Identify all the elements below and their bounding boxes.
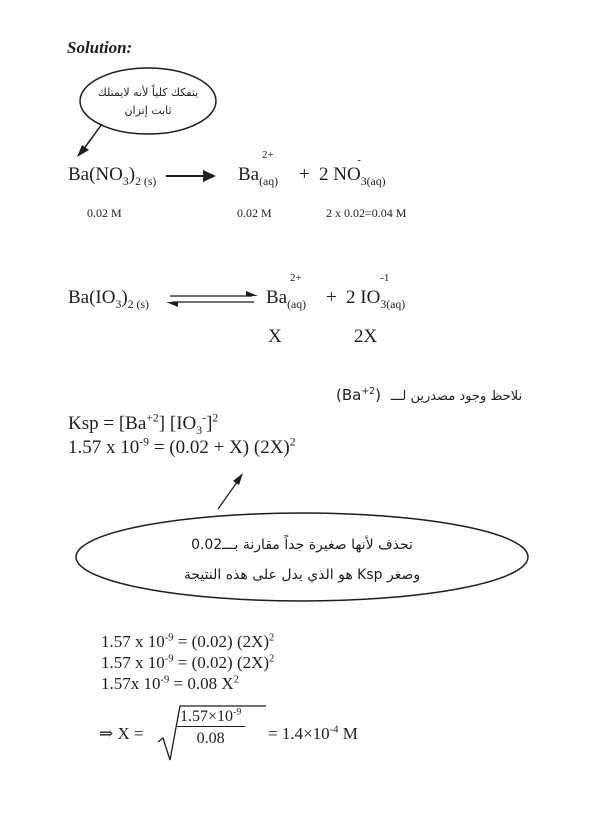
step2-rhs: = (0.02) (2X) [173,653,270,672]
ksp-ba-charge: +2 [146,411,159,425]
step1-exp: -9 [164,632,174,644]
reaction2-plus: + [326,287,337,308]
step3-lhs: 1.57x 10 [101,674,161,693]
two-sources-note [336,386,522,405]
step-1 [101,632,274,652]
solution-label: Solution: [67,38,133,57]
step-2 [101,653,274,673]
ksp-values [68,437,296,459]
bottom-bubble-text [100,530,504,590]
reactant1-sub1: 3 [122,174,129,188]
conc-reactant1: 0.02 M [87,206,122,220]
product1b-text: Ba [266,287,288,308]
reaction2-label-2x: 2X [354,326,378,347]
bottom-bubble-line1: تحذف لأنها صغيرة جداً مقارنة بـــ0.02 [191,537,413,553]
step2-rhs-exp: 2 [269,653,275,665]
ksp-expression [68,413,218,435]
bottom-bubble-line2: وصغر Ksp هو الذي يدل على هذه النتيجة [183,567,421,583]
reaction2-product2 [346,272,406,311]
ksp-values-rhs-exp: 2 [289,435,296,449]
step1-rhs-exp: 2 [269,632,275,644]
product2b-coef: 2 [346,287,356,308]
final-numerator [176,708,245,727]
product1b-state: (aq) [287,297,307,311]
ksp-close: ] [206,413,213,434]
product1-text: Ba [238,164,260,185]
ksp-values-exp: -9 [139,435,150,449]
step1-lhs: 1.57 x 10 [101,632,165,651]
reaction1-product2 [319,154,386,188]
reactant2-sub2: 2 (s) [127,297,149,311]
ksp-values-rhs: = (0.02 + X) (2X) [149,437,290,458]
bottom-bubble-arrowhead [233,473,243,485]
step3-exp: -9 [160,674,170,686]
conc-product1: 0.02 M [237,206,272,220]
step3-rhs-exp: 2 [233,674,239,686]
reactant2-sub1: 3 [115,297,122,311]
reactant2-text: Ba(IO [68,287,116,308]
product1b-charge: 2+ [290,272,302,284]
final-implies: ⇒ X = [99,724,144,743]
conc-product2: 2 x 0.02=0.04 M [326,206,407,220]
reaction1-reactant [68,164,156,186]
product2-sub: 3(aq) [360,174,386,188]
ksp-io-charge: - [202,411,207,425]
note-species-open: (Ba [336,386,362,404]
product2-charge: - [357,154,361,166]
step2-exp: -9 [164,653,174,665]
reaction2-arrowhead-forward [246,291,258,296]
ksp-exp: 2 [212,411,219,425]
final-result-text: = 1.4×10 [268,724,330,743]
top-bubble-arrow [83,124,102,150]
reactant1-close: ) [128,164,136,185]
final-fraction [176,708,245,748]
note-species-charge: +2 [361,386,376,397]
top-bubble-line1: يتفكك كلياً لأنه لايمتلك [97,86,199,99]
product2b-sub: 3(aq) [380,297,406,311]
reaction2-reactant [68,287,149,309]
reactant1-text: Ba(NO [68,164,123,185]
top-bubble-line2: ثابت إتزان [124,104,172,117]
ksp-values-lhs: 1.57 x 10 [68,437,140,458]
final-result-exp: -4 [329,724,339,736]
final-numerator-exp: -9 [233,706,242,718]
reactant1-sub2: 2 (s) [135,174,157,188]
reactant2-close: ) [121,287,128,308]
top-bubble-text [84,84,212,120]
step2-lhs: 1.57 x 10 [101,653,165,672]
product2b-text: IO [360,287,381,308]
step3-rhs: = 0.08 X [169,674,234,693]
step-3 [101,674,239,694]
product1-charge: 2+ [262,149,274,161]
reaction2-label-x: X [268,326,282,347]
reaction1-product1 [238,149,279,188]
product1-state: (aq) [259,174,279,188]
final-unit: M [338,724,358,743]
final-denominator: 0.08 [196,730,225,747]
step1-rhs: = (0.02) (2X) [173,632,270,651]
product2-coef: 2 [319,164,329,185]
product2b-charge: -1 [380,272,390,284]
reaction1-arrowhead [203,170,216,182]
product2-text: NO [333,164,361,185]
ksp-io-sub: 3 [196,423,203,437]
ksp-mid: ] [IO [158,413,197,434]
reaction2-product1 [266,272,307,311]
reaction2-arrowhead-back [166,302,178,307]
final-result [268,724,358,744]
final-numerator-text: 1.57×10 [180,708,234,725]
note-species [336,386,381,404]
reaction1-plus: + [299,164,310,185]
ksp-lhs: Ksp = [Ba [68,413,147,434]
top-bubble-arrowhead [77,145,89,157]
note-arabic: نلاحظ وجود مصدرين لـــ [390,389,523,404]
note-species-close: ) [375,386,381,404]
